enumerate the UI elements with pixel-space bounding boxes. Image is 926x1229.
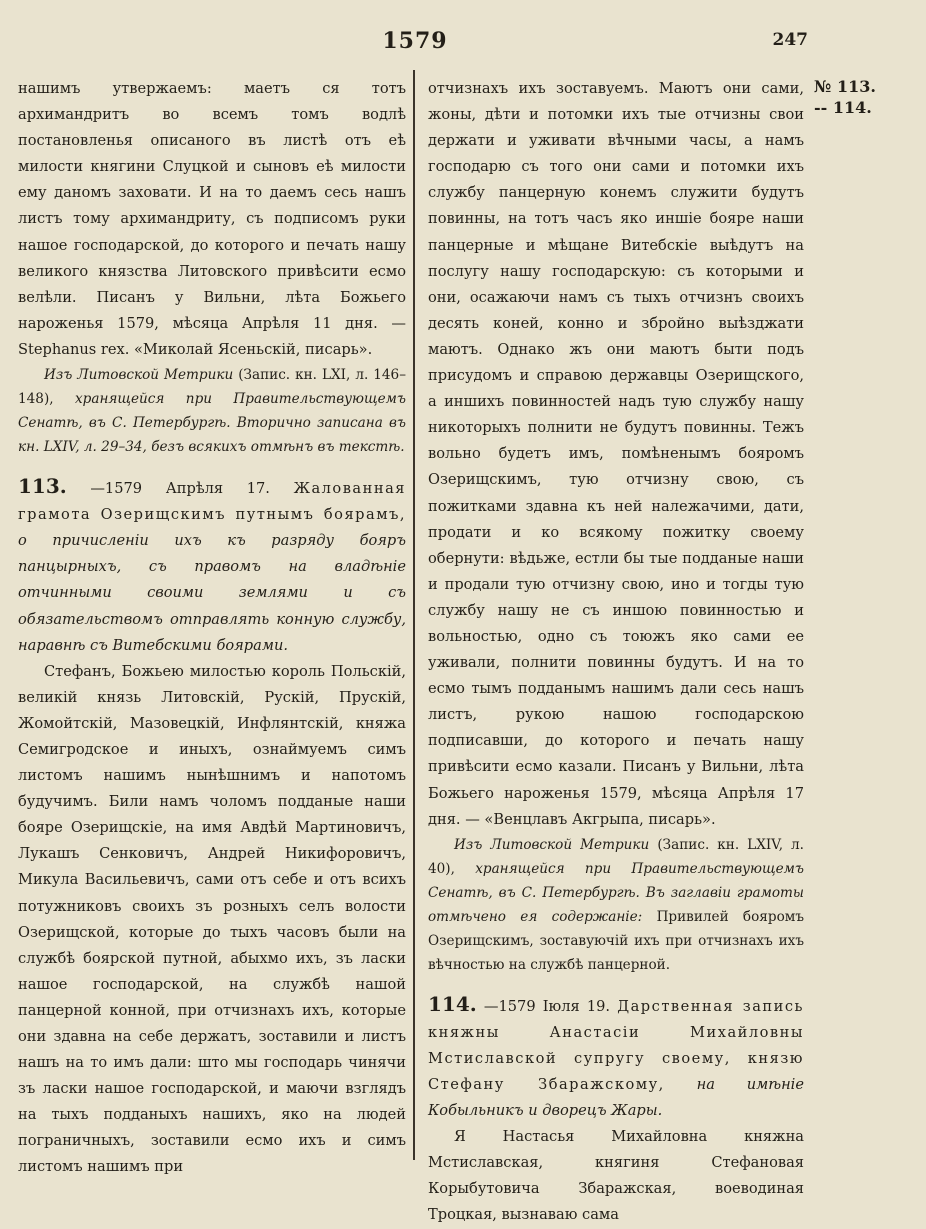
source-reference: (Запис. кн. LXIV, л. 40), [428, 836, 804, 877]
doc-113-body-continued: отчизнахъ ихъ зоставуемъ. Маютъ они сами, жоны, дѣти и потомки ихъ тые отчизны свои держати и уживати вѣчными часы, а намъ господарю съ того они сами и потомки ихъ службу панцерную конемъ служити будутъ повинны, на тотъ часъ яко иншіе бояре наши панцерные и мѣщане Витебскіе выѣдутъ на послугу нашу господарскую: съ которыми и они, осажаючи намъ съ тыхъ отчизнъ своихъ десять коней, конно и збройно выѣзджати маютъ. Однако жъ они маютъ быти подъ присудомъ и справою державцы Озерищского, а иншихъ повинностей надъ тую службу нашу никоторыхъ полнити не будутъ повинны. Тежъ вольно будетъ имъ, помѣненымъ бояромъ Озерищскимъ, тую отчизну свою, съ пожитками здавна къ ней належачими, дати, продати и ко всякому пожитку своему обернути: вѣдьже, естли бы тые подданые наши и продали тую отчизну свою, ино и тогды тую службу нашу не съ иншою повинностью и вольностью, одно съ тоюжъ яко сами ее уживали, полнити повинны будутъ. И на то есмо тымъ подданымъ нашимъ дали сесь нашъ листъ, рукою нашою господарскою подписавши, до которого и печать нашу привѣсити есмо казали. Писанъ у Вильни, лѣта Божьего нароженья 1579, мѣсяца Апрѣля 17 дня. — «Венцлавъ Акгрыпа, писарь». [428, 80, 804, 828]
source-location: хранящейся при Правительствующемъ Сенатѣ, въ С. Петербургѣ. Вторично записана въ кн. LXIV, л. 29–34, безъ всякихъ отмѣнъ въ текстѣ. [18, 391, 406, 456]
right-column [428, 76, 804, 1229]
margin-note-line: № 113. [814, 77, 876, 96]
doc-113-ending-text: нашимъ утвержаемъ: маетъ ся тотъ архимандритъ во всемъ томъ водлѣ постановленья описаного въ листѣ отъ еѣ милости княгини Слуцкой и сыновъ еѣ милости ему даномъ заховати. И на то даемъ сесь нашъ листъ тому архимандриту, съ подписомъ руки нашое господарской, до которого и печать нашу великого князства Литовского привѣсити есмо велѣли. Писанъ у Вильни, лѣта Божьего нароженья 1579, мѣсяца Апрѣля 11 дня. —Stephanus rex. «Миколай Ясеньскій, писарь». [18, 80, 406, 358]
page-number: 247 [772, 30, 808, 50]
document-date: —1579 Іюля 19. [476, 997, 618, 1015]
document-title: Дарственная запись княжны Анастасіи Михайловны Мстиславской супругу своему, князю Стефану Збаражскому, [428, 997, 804, 1093]
page-header-year: 1579 [382, 28, 448, 54]
doc-114-heading [428, 991, 804, 1124]
doc-113-ending-source [18, 363, 406, 459]
doc-113-heading [18, 473, 406, 659]
source-reference: (Запис. кн. LXI, л. 146–148), [18, 367, 406, 408]
document-date: —1579 Апрѣля 17. [66, 480, 294, 498]
left-column [18, 76, 406, 1181]
source-archive: Изъ Литовской Метрики [44, 367, 234, 384]
document-number: 113. [18, 474, 67, 499]
document-summary: о причисленіи ихъ къ разряду бояръ панцырныхъ, съ правомъ на владѣніе отчинными своими землями и съ обязательствомъ отправлять конную службу, наравнѣ съ Витебскими боярами. [18, 532, 406, 654]
doc-113-body: Стефанъ, Божьею милостью король Польскій, великій князь Литовскій, Рускій, Прускій, Жомойтскій, Мазовецкій, Инфлянтскій, княжа Семигродское и иныхъ, ознаймуемъ симъ листомъ нашимъ нынѣшнимъ и напотомъ будучимъ. Били намъ чоломъ подданые наши бояре Озерищскіе, на имя Авдѣй Мартиновичъ, Лукашъ Сенковичъ, Андрей Никифоровичъ, Микула Васильевичъ, сами отъ себе и отъ всихъ потужниковъ своихъ зъ розныхъ селъ волости Озерищской, которые до тыхъ часовъ были на службѣ боярской путной, абыхмо ихъ, зъ ласки нашое господарской, на службѣ нашой панцерной конной, при отчизнахъ ихъ, которые они здавна на себе держатъ, зоставили и листъ нашъ на то имъ дали: што мы господарь чинячи зъ ласки нашое господарской, и маючи взглядъ на тыхъ подданыхъ нашихъ, яко на людей пограничныхъ, зоставили есмо ихъ и симъ листомъ нашимъ при [18, 662, 406, 1176]
margin-note [814, 76, 904, 118]
source-location: хранящейся при Правительствующемъ Сенатѣ, въ С. Петербургѣ. Въ заглавіи грамоты отмѣчено ея содержаніе: [428, 860, 804, 925]
document-title: Жалованная грамота Озерищскимъ путнымъ боярамъ, [18, 480, 406, 524]
column-divider [413, 70, 415, 1160]
document-number: 114. [428, 991, 477, 1016]
source-heading-quote: Привилей бояромъ Озерищскимъ, зоставуючій ихъ при отчизнахъ ихъ вѣчностью на службѣ панцерной. [428, 908, 804, 973]
document-summary: на имѣніе Кобыльникъ и дворецъ Жары. [428, 1076, 804, 1120]
margin-note-line: -- 114. [814, 98, 872, 117]
doc-113-source [428, 833, 804, 977]
doc-114-body: Я Настасья Михайловна княжна Мстиславская, княгиня Стефановая Корыбутовича Збаражская, воеводиная Троцкая, вызнаваю сама [428, 1128, 804, 1224]
source-archive: Изъ Литовской Метрики [454, 836, 650, 853]
